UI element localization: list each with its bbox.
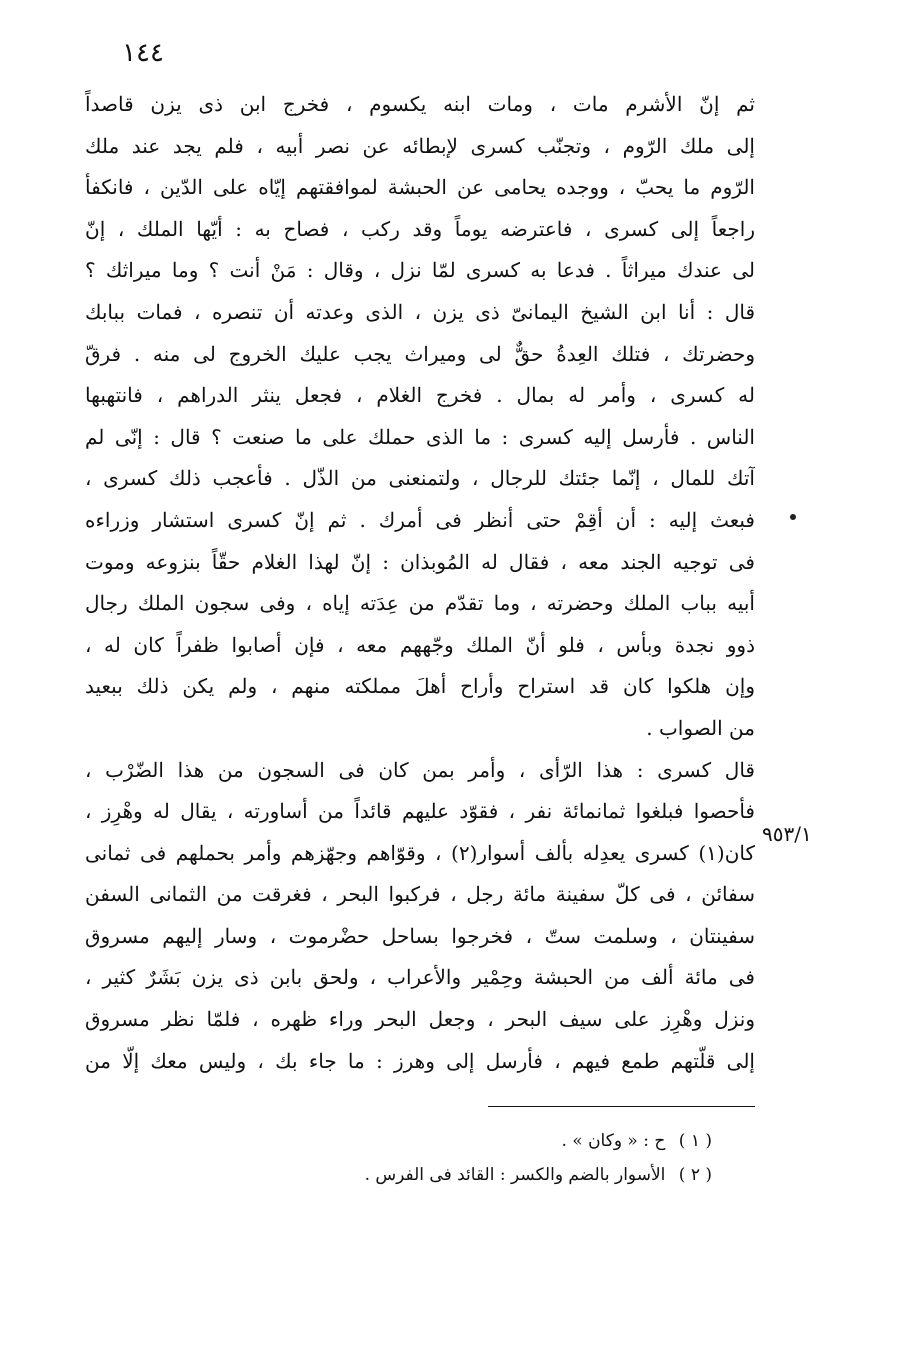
footnote-text: ح : « وكان » . bbox=[561, 1131, 666, 1151]
text-line: ثم إنّ الأشرم مات ، ومات ابنه يكسوم ، فخرج ابن ذى يزن قاصداً bbox=[85, 92, 755, 116]
text-line: سفائن ، فى كلّ سفينة مائة رجل ، فركبوا البحر ، فغرقت من الثمانى السفن bbox=[85, 882, 755, 907]
text-line: فبعث إليه : أن أقِمْ حتى أنظر فى أمرك . ثم إنّ كسرى استشار وزراءه bbox=[85, 507, 755, 532]
text-line: قال كسرى : هذا الرّأى ، وأمر بمن كان فى السجون من هذا الضّرْب ، bbox=[85, 757, 755, 782]
text-line: له كسرى ، وأمر له بمال . فخرج الغلام ، فجعل ينثر الدراهم ، فانتهبها bbox=[85, 383, 755, 408]
text-line: فأحصوا فبلغوا ثمانمائة نفر ، فقوّد عليهم قائداً من أساورته ، يقال له وهْرِز ، bbox=[85, 799, 755, 824]
text-line: فى مائة ألف من الحبشة وحِمْير والأعراب ، ولحق بابن ذى يزن بَشَرٌ كثير ، bbox=[85, 965, 755, 990]
footnote bbox=[300, 1158, 712, 1192]
footnote-divider bbox=[488, 1106, 755, 1107]
text-line: الناس . فأرسل إليه كسرى : ما الذى حملك على ما صنعت ؟ قال : إنّى لم bbox=[85, 424, 755, 449]
page-number: ١٤٤ bbox=[122, 38, 164, 68]
text-line: راجعاً إلى كسرى ، فاعترضه يوماً وقد ركب ، فصاح به : أيّها الملك ، إنّ bbox=[85, 216, 755, 241]
margin-mark bbox=[790, 514, 796, 520]
text-line: آتك للمال ، إنّما جئتك للرجال ، ولتمنعنى من الذّل . فأعجب ذلك كسرى ، bbox=[85, 466, 755, 491]
body-text bbox=[85, 84, 755, 1082]
text-line: سفينتان ، وسلمت ستّ ، فخرجوا بساحل حضْرموت ، وسار إليهم مسروق bbox=[85, 923, 755, 948]
text-line: وإن هلكوا كان قد استراح وأراح أهلَ مملكته منهم ، ولم يكن ذلك ببعيد bbox=[85, 674, 755, 699]
text-line: لى عندك ميراثاً . فدعا به كسرى لمّا نزل ، وقال : مَنْ أنت ؟ وما ميراثك ؟ bbox=[85, 258, 755, 283]
text-line: أبيه بباب الملك وحضرته ، وما تقدّم من عِدَته إياه ، وفى سجون الملك رجال bbox=[85, 591, 755, 616]
footnote-number: ( ١ ) bbox=[678, 1131, 712, 1151]
footnotes bbox=[300, 1124, 712, 1192]
text-line: وحضرتك ، فتلك العِدةُ حقٌّ لى وميراث يجب عليك الخروج لى منه . فرقّ bbox=[85, 341, 755, 366]
margin-reference: ٩٥٣/١ bbox=[762, 822, 812, 846]
text-line: من الصواب . bbox=[646, 715, 755, 740]
text-line: كان(١) كسرى يعدِله بألف أسوار(٢) ، وقوّاهم وجهّزهم وأمر بحملهم فى ثمانى bbox=[85, 840, 755, 865]
text-line: إلى ملك الرّوم ، وتجنّب كسرى لإبطائه عن نصر أبيه ، فلم يجد عند ملك bbox=[85, 133, 755, 158]
text-line: إلى قلّتهم طمع فيهم ، فأرسل إلى وهرز : ما جاء بك ، وليس معك إلّا من bbox=[85, 1048, 755, 1073]
footnote bbox=[300, 1124, 712, 1158]
text-line: فى توجيه الجند معه ، فقال له المُوبذان : إنّ لهذا الغلام حقّاً بنزوعه وموت bbox=[85, 549, 755, 574]
text-line: ونزل وهْرِز على سيف البحر ، وجعل البحر وراء ظهره ، فلمّا نظر مسروق bbox=[85, 1007, 755, 1032]
text-line: الرّوم ما يحبّ ، ووجده يحامى عن الحبشة لموافقتهم إيّاه على الدّين ، فانكفأ bbox=[85, 175, 755, 200]
footnote-number: ( ٢ ) bbox=[678, 1165, 712, 1185]
text-line: قال : أنا ابن الشيخ اليمانىّ ذى يزن ، الذى وعدته أن تنصره ، فمات ببابك bbox=[85, 299, 755, 324]
text-line: ذوو نجدة وبأس ، فلو أنّ الملك وجّههم معه ، فإن أصابوا ظفراً كان له ، bbox=[85, 632, 755, 657]
footnote-text: الأسوار بالضم والكسر : القائد فى الفرس . bbox=[364, 1165, 666, 1185]
